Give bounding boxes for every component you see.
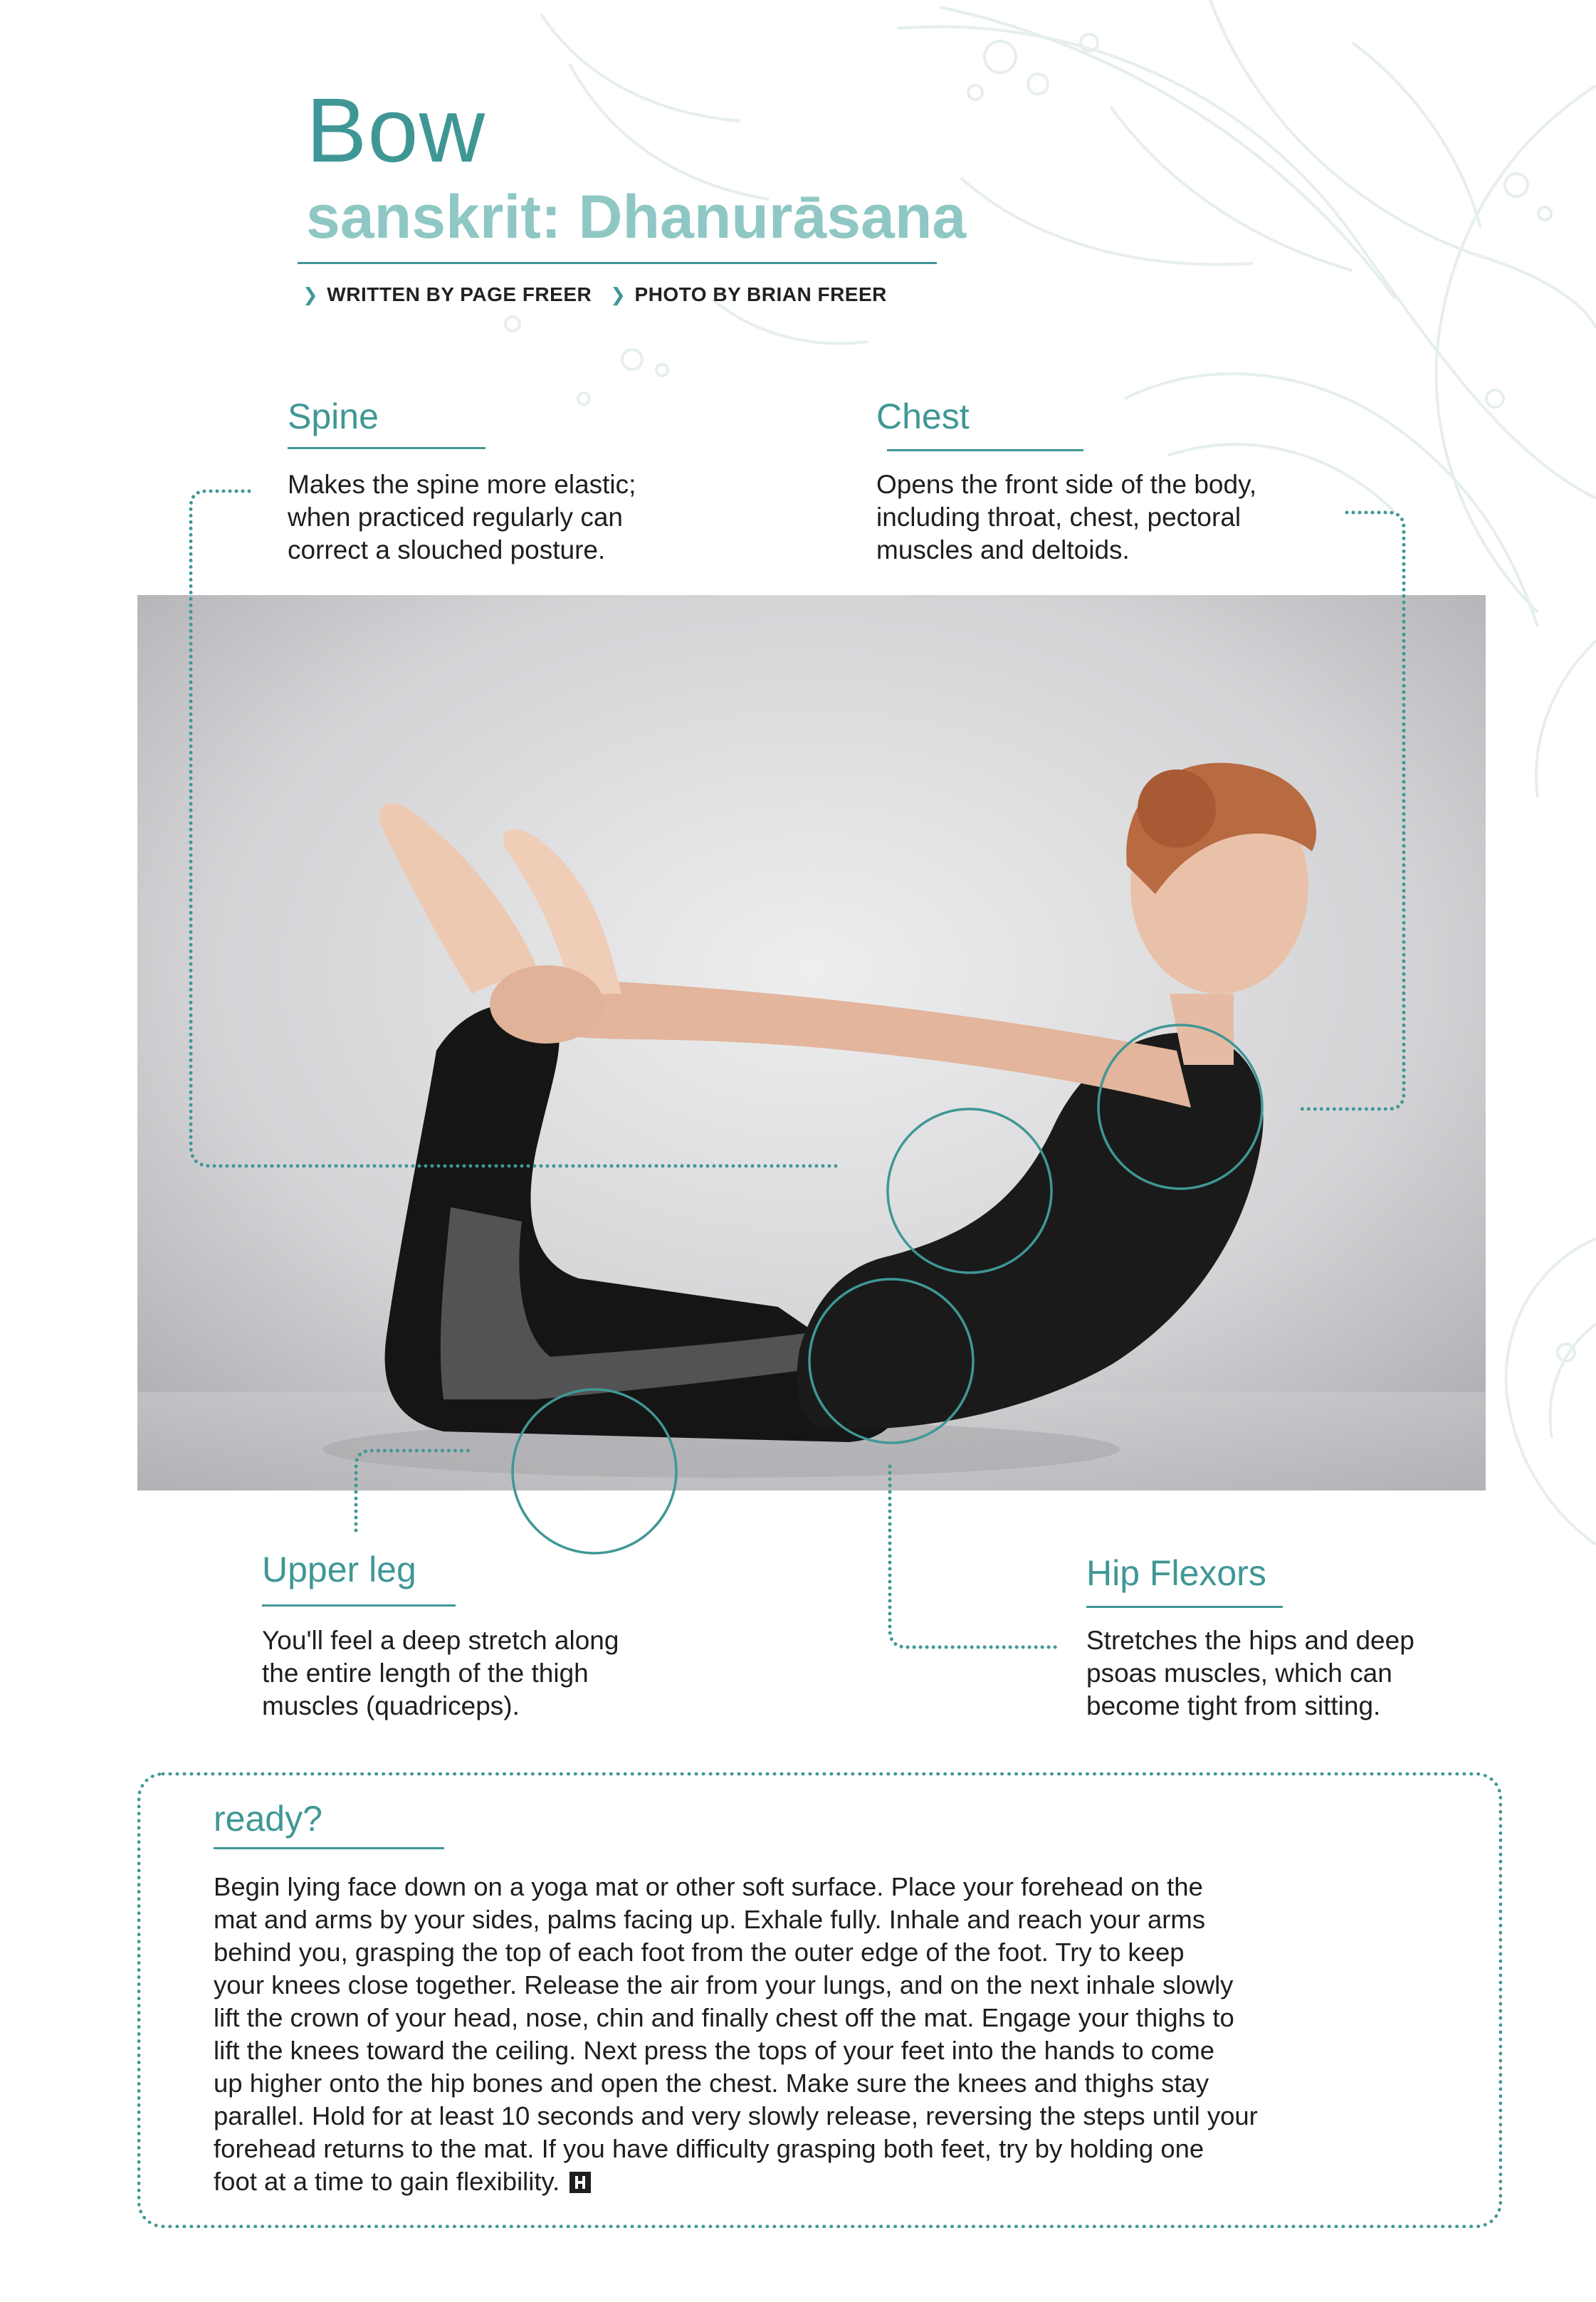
ready-heading-wrap: [214, 1799, 322, 1839]
chevron-right-icon: ❯: [303, 283, 319, 305]
callout-heading: Spine: [288, 396, 379, 436]
ready-rule: [214, 1847, 444, 1849]
spine-connector: [191, 491, 840, 1166]
body-line: Opens the front side of the body,: [876, 470, 1257, 499]
instruction-line: mat and arms by your sides, palms facing up. Exhale fully. Inhale and reach your arms: [214, 1905, 1206, 1934]
instruction-line: forehead returns to the mat. If you have difficulty grasping both feet, try by holding one: [214, 2134, 1204, 2163]
photo-credit: PHOTO BY BRIAN FREER: [634, 283, 887, 305]
instruction-line: your knees close together. Release the air from your lungs, and on the next inhale slowly: [214, 1970, 1234, 1999]
chest-connector: [1300, 513, 1404, 1109]
spine-highlight-circle: [888, 1109, 1051, 1273]
callout-rule: [1086, 1606, 1283, 1608]
article-title: Bow: [306, 80, 485, 182]
body-line: become tight from sitting.: [1086, 1691, 1381, 1720]
body-line: the entire length of the thigh: [262, 1659, 589, 1688]
ready-heading: ready?: [214, 1799, 322, 1839]
callout-upper-leg: [262, 1552, 416, 1587]
callout-heading: Upper leg: [262, 1550, 416, 1589]
upper-leg-connector: [356, 1451, 470, 1530]
body-line: Makes the spine more elastic;: [288, 470, 636, 499]
body-line: correct a slouched posture.: [288, 535, 606, 564]
writer-credit: WRITTEN BY PAGE FREER: [327, 283, 592, 305]
body-line: You'll feel a deep stretch along: [262, 1626, 619, 1655]
chest-highlight-circle: [1098, 1025, 1262, 1189]
callout-rule: [262, 1604, 456, 1607]
body-line: when practiced regularly can: [288, 503, 623, 532]
body-line: muscles and deltoids.: [876, 535, 1130, 564]
instruction-line: up higher onto the hip bones and open the chest. Make sure the knees and thighs stay: [214, 2069, 1209, 2098]
callout-body: [262, 1624, 619, 1723]
ready-instructions: [214, 1871, 1424, 2198]
end-of-article-icon: [569, 2172, 591, 2193]
instruction-line: lift the knees toward the ceiling. Next press the tops of your feet into the hands to come: [214, 2036, 1215, 2065]
callout-hip-flexors: [1086, 1555, 1266, 1591]
upper-leg-highlight-circle: [513, 1389, 676, 1553]
chevron-right-icon: ❯: [610, 283, 626, 305]
callout-body: [1086, 1624, 1414, 1723]
instruction-line: behind you, grasping the top of each foot from the outer edge of the foot. Try to keep: [214, 1938, 1185, 1967]
instruction-line: foot at a time to gain flexibility.: [214, 2167, 560, 2196]
instruction-line: lift the crown of your head, nose, chin and finally chest off the mat. Engage your thighs to: [214, 2003, 1234, 2032]
body-line: muscles (quadriceps).: [262, 1691, 520, 1720]
body-line: Stretches the hips and deep: [1086, 1626, 1414, 1655]
instruction-line: Begin lying face down on a yoga mat or other soft surface. Place your forehead on the: [214, 1872, 1203, 1901]
body-line: including throat, chest, pectoral: [876, 503, 1241, 532]
article-subtitle: sanskrit: Dhanurāsana: [306, 183, 967, 251]
hip-flexors-connector: [890, 1466, 1056, 1647]
callout-heading: Chest: [876, 396, 970, 436]
instruction-line: parallel. Hold for at least 10 seconds and very slowly release, reversing the steps until your: [214, 2101, 1258, 2130]
instruction-line-last: [214, 2165, 1424, 2198]
hip-highlight-circle: [809, 1279, 973, 1443]
callout-heading: Hip Flexors: [1086, 1553, 1266, 1593]
body-line: psoas muscles, which can: [1086, 1659, 1392, 1688]
